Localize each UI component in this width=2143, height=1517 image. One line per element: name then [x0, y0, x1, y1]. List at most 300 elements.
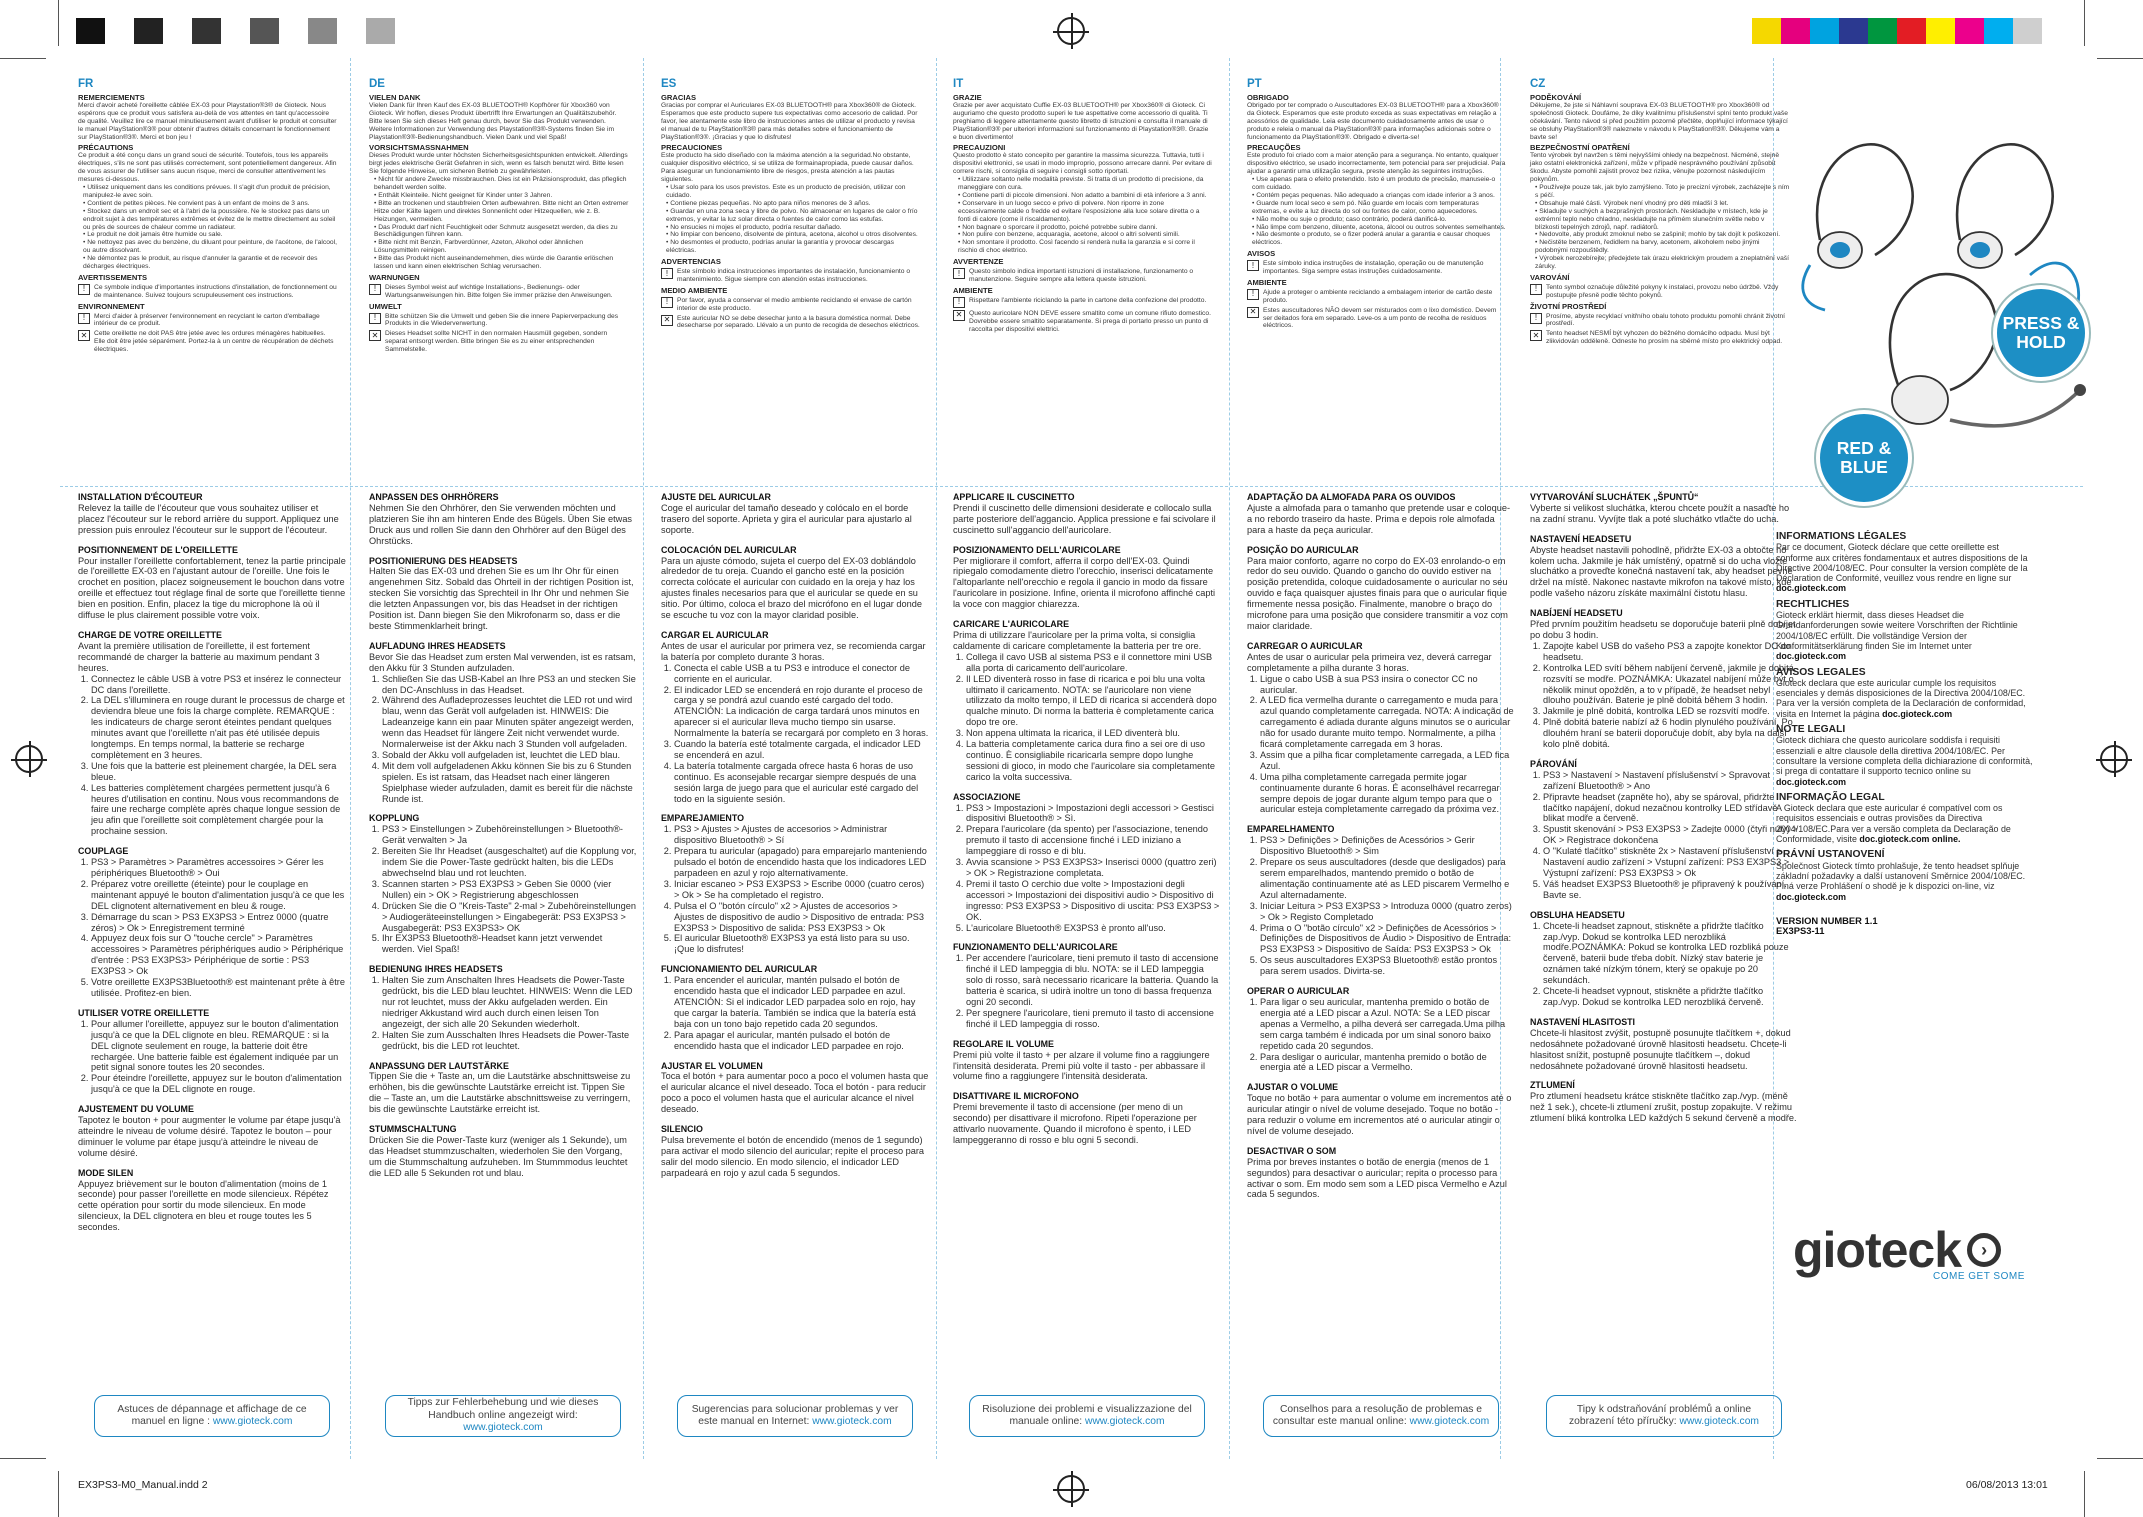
icon-note — [1247, 260, 1507, 276]
icon-note-text: Ajude a proteger o ambiente reciclando a embalagem interior de cartão deste produto. — [1263, 288, 1493, 304]
footer-file: EX3PS3-M0_Manual.indd 2 — [78, 1479, 208, 1491]
numbered-item: 4. Prima o O "botão círculo" x2 > Definições de Acessórios > Definições de Dispositivos de Áudio > Dispositivo de Entrada: PS3 EX3PS3 > Dispositivo de Saída: PS3 EX3PS3 > Ok — [1260, 923, 1515, 956]
section-text: Děkujeme, že jste si Náhlavní souprava EX-03 BLUETOOTH® pro Xbox360® od společnosti Gioteck. Doufáme, že díky kvalitnímu příslušenství splní tento produkt vaše očekávání. Tento návod si před použitím pozorně přečtěte, doplňující informace týkající se obsluhy PlayStation®3® naleznete v návodu k PlayStation®3®. Děkujeme vám a bavte se! — [1530, 101, 1788, 141]
numbered-item: 1. Para encender el auricular, mantén pulsado el botón de encendido hasta que el indicador LED parpadee en azul. ATENCIÓN: Si el indicador LED parpadea solo en rojo, hay que cargar la batería. También se indica que la batería está baja con un tono bajo repetido cada 20 segundos. — [674, 975, 929, 1030]
section-heading: AMBIENTE — [1247, 277, 1287, 287]
bullet-item: • Obsahuje malé části. Výrobek není vhodný pro děti mladší 3 let. — [1535, 200, 1790, 208]
section-heading: VAROVÁNÍ — [1530, 272, 1570, 282]
warning-icon: ! — [369, 313, 381, 324]
section-heading: PRÉCAUTIONS — [78, 143, 134, 153]
numbered-list — [369, 975, 637, 1051]
top-column-es — [661, 78, 921, 330]
legal-link[interactable]: doc.gioteck.com — [1882, 708, 1953, 719]
numbered-item: 3. Non appena ultimata la ricarica, il LED diventerà blu. — [966, 728, 1221, 739]
troubleshooting-text: Conselhos para a resolução de problemas e consultar este manual online: — [1272, 1403, 1483, 1427]
numbered-item: 3. Jakmile je plně dobitá, kontrolka LED se rozsvítí modře. — [1543, 706, 1798, 717]
icon-note-text: Tento headset NESMÍ být vyhozen do běžného domácího odpadu. Musí být zlikvidován odděleně. Odneste ho prosím na sběrné místo pro elektrický odpad. — [1546, 330, 1783, 346]
section-heading: NABÍJENÍ HEADSETU — [1530, 608, 1623, 619]
section-text: Merci d'avoir acheté l'oreillette câblée EX-03 pour Playstation®3® de Gioteck. Nous espérons que ce produit vous satisfera au-delà de vos attentes en tant qu'accessoire de qualité. Veuillez lire ce manuel minutieusement avant d'utiliser le produit et consulter le manuel PlayStation®3® pour obtenir d'autres détails concernant le fonctionnement sur PlayStation®3®. Merci et bon jeu ! — [78, 101, 337, 141]
section-text: Prima por breves instantes o botão de energia (menos de 1 segundos) para desactivar o auricular; repita o processo para activar o som. Em modo sem som a LED pisca Vermelho e Azul cada 5 segundos. — [1247, 1156, 1507, 1200]
section-heading: OBRIGADO — [1247, 93, 1289, 102]
language-heading: IT — [953, 78, 964, 90]
bullet-item: • Enthält Kleinteile. Nicht geeignet für Kinder unter 3 Jahren. — [374, 192, 629, 200]
warning-icon: ! — [1247, 260, 1259, 271]
section-heading: POSIZIONAMENTO DELL'AURICOLARE — [953, 544, 1121, 555]
icon-note-text: Prosíme, abyste recyklací vnitřního obalu tohoto produktu pomohli chránit životní prostředí. — [1546, 312, 1786, 328]
numbered-item: 3. Démarrage du scan > PS3 EX3PS3 > Entrez 0000 (quatre zéros) > Ok > Enregistrement terminé — [91, 912, 346, 934]
legal-section — [1776, 532, 2036, 936]
section-heading: NASTAVENÍ HLASITOSTI — [1530, 1016, 1636, 1027]
section-heading: DESACTIVAR O SOM — [1247, 1145, 1337, 1156]
website-link[interactable]: www.gioteck.com — [212, 1416, 293, 1427]
numbered-item: 4. Drücken Sie die O "Kreis-Taste" 2-mal > Zubehöreinstellungen > Audiogeräteeinstellungen > Eingabegerät: PS3 EX3PS3 > Ausgabegerät: PS3 EX3PS3> OK — [382, 901, 637, 934]
numbered-item: 4. Mit dem voll aufgeladenen Akku können Sie bis zu 6 Stunden spielen. Es ist ratsam, das Headset nach einer längeren Spielphase wieder aufzuladen, damit es bereit für die nächste Runde ist. — [382, 761, 637, 805]
numbered-item: 2. Prepara l'auricolare (da spento) per l'associazione, tenendo premuto il tasto di accensione finché i LED iniziano a lampeggiare di rosso e di blu. — [966, 824, 1221, 857]
section-heading: AUFLADUNG IHRES HEADSETS — [369, 640, 506, 651]
troubleshooting-content — [1555, 1404, 1773, 1429]
section-heading: COUPLAGE — [78, 846, 129, 857]
bullet-item: • Conservare in un luogo secco e privo di polvere. Non riporre in zone eccessivamente calde o fredde ed evitare l'esposizione alla luce solare diretta o a fonti di calore (come il riscaldamento). — [958, 200, 1213, 224]
icon-note — [1530, 284, 1790, 300]
numbered-item: 2. Préparez votre oreillette (éteinte) pour le couplage en maintenant appuyé le bouton d'alimentation jusqu'à ce que les DEL clignotent alternativement en bleu & rouge. — [91, 879, 346, 912]
section-text: Para maior conforto, agarre no corpo do EX-03 enrolando-o em redor do seu ouvido. Quando o gancho do ouvido estiver na posição pretendida, coloque cuidadosamente o auricular no seu ouvido e faça quaisquer ajustes finais para que o auricular fique firmemente nessa posição. Finalmente, manobre o braço do microfone para uma posição que considere transmitir a voz com maior claridade. — [1247, 555, 1508, 631]
legal-link[interactable]: doc.gioteck.com — [1776, 891, 1847, 902]
bullet-item: • Contiene parti di piccole dimensioni. Non adatto a bambini di età inferiore a 3 anni. — [958, 192, 1213, 200]
numbered-item: 1. PS3 > Ajustes > Ajustes de accesorios > Administrar dispositivo Bluetooth® > Sí — [674, 824, 929, 846]
numbered-list — [661, 663, 929, 805]
section-text: Prima di utilizzare l'auricolare per la prima volta, si consiglia caldamente di caricare completamente la batteria per tre ore. — [953, 629, 1202, 651]
bullet-item: • Ne démontez pas le produit, au risque d'annuler la garantie et de recevoir des décharges électriques. — [83, 255, 338, 271]
color-bar-right — [1752, 18, 2042, 44]
section-heading: CHARGE DE VOTRE OREILLETTE — [78, 629, 222, 640]
numbered-item: 2. Kontrolka LED svítí během nabíjení červeně, jakmile je dobitá, rozsvítí se modře. POZNÁMKA: Ukazatel nabíjení může být o několik minut opožděn, a to v případě, že headset nebyl dlouho používán. Baterie je plně dobitá během 3 hodin. — [1543, 663, 1798, 707]
legal-heading: NOTE LEGALI — [1776, 724, 1846, 736]
icon-note-text: Este símbolo indica instruções de instalação, operação ou de manutenção importantes. Siga sempre estas instruções cuidadosamente. — [1263, 260, 1484, 276]
bin-icon: ✕ — [1247, 307, 1259, 318]
legal-link[interactable]: doc.gioteck.com — [1776, 583, 1847, 594]
section-text: Pro ztlumení headsetu krátce stiskněte tlačítko zap./vyp. (méně než 1 sek.), chcete-li ztlumení zrušit, postup zopakujte. V režimu ztlumení bliká kontrolka LED každých 5 sekund červeně a modře. — [1530, 1091, 1797, 1124]
section-text: Avant la première utilisation de l'oreillette, il est fortement recommandé de charger la batterie au maximum pendant 3 heures. — [78, 640, 320, 673]
numbered-item: 3. Scannen starten > PS3 EX3PS3 > Geben Sie 0000 (vier Nullen) ein > OK > Registrierung abgeschlossen — [382, 879, 637, 901]
icon-note — [369, 330, 629, 354]
section-heading: ADVERTENCIAS — [661, 257, 721, 267]
top-column-it — [953, 78, 1213, 333]
numbered-item: 1. Collega il cavo USB al sistema PS3 e il connettore mini USB alla porta di caricamento dell'auricolare. — [966, 652, 1221, 674]
section-text: Toque no botão + para aumentar o volume em incrementos até o auricular atingir o nível de volume desejado. Toque no botão - para reduzir o volume em incrementos até o auricular atingir o nível de volume desejado. — [1247, 1093, 1512, 1136]
top-column-pt — [1247, 78, 1507, 330]
numbered-item: 2. Para apagar el auricular, mantén pulsado el botón de encendido hasta que el indicador LED parpadee en rojo. — [674, 1030, 929, 1052]
section-heading: GRACIAS — [661, 93, 697, 102]
section-text: Nehmen Sie den Ohrhörer, den Sie verwenden möchten und platzieren Sie ihn am hinteren Ende des Bügels. Üben Sie etwas Druck aus und rollen Sie dann den Ohrhörer auf den Bügel des Ohrstücks. — [369, 502, 633, 546]
warning-icon: ! — [1530, 313, 1542, 324]
bin-icon: ✕ — [953, 310, 965, 321]
troubleshooting-text: Tipps zur Fehlerbehebung und wie dieses Handbuch online angezeigt wird: — [407, 1397, 599, 1421]
numbered-item: 2. Prepare os seus auscultadores (desde que desligados) para serem emparelhados, mantendo premido o botão de alimentação continuamente até as LED piscarem Vermelho e Azul alternadamente. — [1260, 857, 1515, 901]
section-text: Ce produit a été conçu dans un grand souci de sécurité. Toutefois, tous les appareils électriques, s'ils ne sont pas utilisés correctement, sont potentiellement dangereux. Afin de vous assurer de l'utiliser sans aucun risque, merci de consulter attentivement les mesures ci-dessous. — [78, 152, 337, 184]
troubleshooting-box — [94, 1395, 330, 1437]
numbered-item: 3. Une fois que la batterie est pleinement chargée, la DEL sera bleue. — [91, 761, 346, 783]
numbered-item: 3. Sobald der Akku voll aufgeladen ist, leuchtet die LED blau. — [382, 750, 637, 761]
crop-mark — [58, 1471, 59, 1517]
troubleshooting-text: Risoluzione dei problemi e visualizzazione del manuale online: — [982, 1403, 1192, 1427]
bullet-list — [369, 176, 629, 271]
numbered-item: 4. Les batteries complètement chargées permettent jusqu'à 6 heures d'utilisation en continu. Nous vous recommandons de faire une recharge complète après chaque longue session de jeu afin que l'oreillette soit complètement chargée pour la prochaine session. — [91, 783, 346, 838]
legal-text — [1776, 610, 2036, 661]
section-text: Antes de usar el auricular por primera vez, se recomienda cargar la batería por completo durante 3 horas. — [661, 640, 926, 662]
section-heading: VIELEN DANK — [369, 93, 421, 102]
section-heading: FUNZIONAMENTO DELL'AURICOLARE — [953, 942, 1118, 953]
troubleshooting-content — [686, 1404, 904, 1429]
section-heading: BEDIENUNG IHRES HEADSETS — [369, 964, 503, 975]
section-text: Pour installer l'oreillette confortablement, tenez la partie principale de l'oreillette EX-03 en l'ajustant autour de l'oreille. Une fois le crochet en position, placez soigneusement le bouchon dans votre oreille et effectuez tout réglage final de sorte que l'oreillette tienne bien en position. Enfin, placez la tige du microphone là où il diffuse le plus clairement possible votre voix. — [78, 555, 346, 621]
section-heading: STUMMSCHALTUNG — [369, 1124, 457, 1135]
icon-note-text: Este auricular NO se debe desechar junto a la basura doméstica normal. Debe desecharse por separado. Llévalo a un punto de recogida de desechos eléctricos. — [677, 314, 920, 330]
numbered-item: 3. Assim que a pilha ficar completamente carregada, a LED fica Azul. — [1260, 750, 1515, 772]
numbered-item: 5. L'auricolare Bluetooth® EX3PS3 è pronto all'uso. — [966, 923, 1221, 934]
section-heading: COLOCACIÓN DEL AURICULAR — [661, 544, 797, 555]
icon-note — [1530, 330, 1790, 346]
icon-note-text: Dieses Symbol weist auf wichtige Installations-, Bedienungs- oder Wartungsanweisungen hin. Bitte folgen Sie immer präzise den Anweisungen. — [385, 283, 613, 299]
icon-note — [953, 268, 1213, 284]
numbered-list — [1247, 997, 1515, 1073]
section-heading: AVISOS — [1247, 249, 1276, 259]
section-heading: WARNUNGEN — [369, 272, 420, 282]
language-heading: FR — [78, 78, 94, 90]
section-heading: BEZPEČNOSTNÍ OPATŘENÍ — [1530, 143, 1630, 153]
section-heading: CARICARE L'AURICOLARE — [953, 619, 1070, 630]
website-link[interactable]: www.gioteck.com — [1409, 1416, 1490, 1427]
section-heading: POSITIONIERUNG DES HEADSETS — [369, 555, 518, 566]
warning-icon: ! — [953, 268, 965, 279]
instructions-column — [369, 492, 637, 1179]
bullet-item: • Não desmonte o produto, se o fizer poderá anular a garantia e causar choques eléctricos. — [1252, 231, 1507, 247]
troubleshooting-box — [1263, 1395, 1499, 1437]
section-text: Chcete-li hlasitost zvýšit, postupně posunujte tlačítkem +, dokud nedosáhnete požadované úrovně hlasitosti headsetu. Chcete-li hlasitost snížit, postupně posunujte tlačítkem –, dokud nedosáhnete požadované úrovně hlasitosti headsetu. — [1530, 1027, 1791, 1071]
section-text: Premi brevemente il tasto di accensione (per meno di un secondo) per disattivare il microfono. Ripeti l'operazione per attivarlo nuovamente. Quando il microfono è spento, i LED lampeggeranno di rosso e blu ogni 5 secondi. — [953, 1102, 1197, 1145]
troubleshooting-box — [1546, 1395, 1782, 1437]
section-heading: ADAPTAÇÃO DA ALMOFADA PARA OS OUVIDOS — [1247, 492, 1456, 502]
headset-svg — [1780, 90, 2110, 480]
bullet-item: • No desmontes el producto, podrías anular la garantía y provocar descargas eléctricas. — [666, 239, 921, 255]
section-text: Obrigado por ter comprado o Auscultadores EX-03 BLUETOOTH® para a Xbox360® da Gioteck. Esperamos que este produto exceda as suas expectativas em relação a acessórios de qualidade. Leia este documento cuidadosamente antes de usar o produto e releia o manual da PlayStation®3® para informações adicionais sobre o funcionamento da PlayStation®3®. Obrigado e diverta-se! — [1247, 101, 1499, 141]
numbered-list — [661, 975, 929, 1051]
numbered-item: 1. PS3 > Paramètres > Paramètres accessoires > Gérer les périphériques Bluetooth® > Oui — [91, 857, 346, 879]
section-heading: ZTLUMENÍ — [1530, 1080, 1575, 1091]
footer-date: 06/08/2013 13:01 — [1966, 1479, 2048, 1491]
section-text: Tento výrobek byl navržen s těmi nejvyššími ohledy na bezpečnost. Nicméně, stejně jako ostatní elektronická zařízení, může v případě nesprávného používání způsobit škodu. Abyste pomohli zajistit provoz bez rizika, věnujte pozornost následujícím pokynům. — [1530, 152, 1780, 184]
numbered-item: 5. Votre oreillette EX3PS3Bluetooth® est maintenant prête à être utilisée. Profitez-en bien. — [91, 977, 346, 999]
fold-line — [936, 58, 937, 1459]
language-heading: CZ — [1530, 78, 1546, 90]
instructions-column — [1247, 492, 1515, 1200]
icon-note-text: Estes auscultadores NÃO devem ser misturados com o lixo doméstico. Devem ser deitados fora em separado. Leve-os a um ponto de recolha de resíduos eléctricos. — [1263, 306, 1497, 330]
section-heading: POSITIONNEMENT DE L'OREILLETTE — [78, 544, 238, 555]
registration-mark-top — [1057, 17, 1085, 45]
section-heading: PODĚKOVÁNÍ — [1530, 93, 1582, 102]
section-text: Abyste headset nastavili pohodlně, přidržte EX-03 a obtočte ho kolem ucha. Jakmile je hák umístěný, opatrně si do ucha vložte sluchátko a proveďte konečná nastavení tak, aby headset pevně držel na místě. Nakonec nastavte mikrofon na takové místo, kde podle vašeho názoru získáte maximální čistotu hlasu. — [1530, 544, 1793, 599]
section-text: Questo prodotto è stato concepito per garantire la massima sicurezza. Tuttavia, tutti i dispositivi elettronici, se usati in modo improprio, possono arrecare danni. Per evitare di correre rischi, si consiglia di seguire i consigli sotto riportati. — [953, 152, 1212, 176]
icon-note-text: Questo auricolare NON DEVE essere smaltito come un comune rifiuto domestico. Dovrebbe essere smaltito separatamente. Si prega di portarlo presso un punto di raccolta per dispositivi elettrici. — [969, 309, 1211, 333]
bullet-item: • Skladujte v suchých a bezprašných prostorách. Neskladujte v místech, kde je extrémní teplo nebo chladno, neskladujte na přímém slunečním světle nebo v blízkosti tepelných zdrojů, např. radiátorů. — [1535, 208, 1790, 232]
bullet-item: • Das Produkt darf nicht Feuchtigkeit oder Schmutz ausgesetzt werden, da dies zu Beschädigungen führen kann. — [374, 224, 629, 240]
press-hold-badge: PRESS & HOLD — [1993, 285, 2089, 381]
warning-icon: ! — [661, 297, 673, 308]
bullet-item: • Používejte pouze tak, jak bylo zamýšleno. Toto je precizní výrobek, zacházejte s ním s péčí. — [1535, 184, 1790, 200]
bullet-item: • Non smontare il prodotto. Così facendo si renderà nulla la garanzia e si corre il rischio di choc elettrico. — [958, 239, 1213, 255]
icon-note — [1247, 307, 1507, 331]
legal-link[interactable]: doc.gioteck.com online. — [1859, 834, 1961, 845]
icon-note-text: Bitte schützen Sie die Umwelt und geben Sie die innere Papierverpackung des Produkts in die Wiederverwertung. — [385, 312, 619, 328]
numbered-item: 1. PS3 > Nastavení > Nastavení příslušenství > Spravovat zařízení Bluetooth® > Ano — [1543, 770, 1798, 792]
color-bar-left — [76, 18, 424, 44]
icon-note — [1530, 313, 1790, 329]
section-text: Per migliorare il comfort, afferra il corpo dell'EX-03. Quindi ripiegalo comodamente dietro l'orecchio, inserisci delicatamente l'altoparlante nell'orecchio e regola il gancio in modo da fissare l'auricolare in posizione. Infine, orienta il microfono affinché capti la voce con maggior chiarezza. — [953, 555, 1216, 610]
numbered-item: 4. O "Kulaté tlačítko" stiskněte 2x > Nastavení příslušenství > Nastavení audio zařízení > Vstupní zařízení: PS3 EX3PS3 > Výstupní zařízení: PS3 EX3PS3 > Ok — [1543, 846, 1798, 879]
numbered-item: 4. Uma pilha completamente carregada permite jogar continuamente durante 6 horas. É aconselhável recarregar sempre depois de jogar durante algum tempo para que o auricular esteja completamente carregado da próxima vez. — [1260, 772, 1515, 816]
numbered-item: 2. Halten Sie zum Ausschalten Ihres Headsets die Power-Taste gedrückt, bis die LED rot leuchtet. — [382, 1030, 637, 1052]
section-heading: PÁROVÁNÍ — [1530, 758, 1577, 769]
numbered-item: 2. Il LED diventerà rosso in fase di ricarica e poi blu una volta ultimato il caricamento. NOTA: se l'auricolare non viene utilizzato da molto tempo, il LED di ricarica si accenderà dopo qualche minuto. Di norma la batteria è completamente carica dopo tre ore. — [966, 674, 1221, 729]
legal-heading: INFORMAÇÃO LEGAL — [1776, 791, 1885, 803]
bullet-list — [1247, 176, 1507, 247]
legal-body: Gioteck declara que este auricular cumple los requisitos esenciales y demás disposiciones de la Directiva 2004/108/EC. Para ver la versión completa de la Declaración de conformidad, visita en Internet la página — [1776, 677, 2026, 719]
bullet-item: • Bitte an trockenen und staubfreien Orten aufbewahren. Bitte nicht an Orten extremer Hitze oder Kälte lagern und direktes Sonnenlicht oder Hitzequellen, wie z. B. Heizungen, vermeiden. — [374, 200, 629, 224]
numbered-list — [78, 674, 346, 838]
bullet-item: • Guardar en una zona seca y libre de polvo. No almacenar en lugares de calor o frío extremos, y evitar la luz solar directa o fuentes de calor como las estufas. — [666, 208, 921, 224]
icon-note-text: Este símbolo indica instrucciones importantes de instalación, funcionamiento o mantenimiento. Sigue siempre con atención estas instrucciones. — [677, 268, 911, 283]
section-text: Dieses Produkt wurde unter höchsten Sicherheitsgesichtspunkten entwickelt. Allerdings birgt jedes elektrische Gerät Gefahren in sich, wenn es falsch benutzt wird. Bitte lesen Sie folgende Hinweise, um sicheren Betrieb zu gewährleisten. — [369, 152, 628, 176]
numbered-item: 2. La DEL s'illuminera en rouge durant le processus de charge et deviendra bleue une fois la charge complète. REMARQUE : les indicateurs de charge seront éteintes pendant quelques minutes avant que l'oreillette n'ait pas été utilisée depuis longtemps. En temps normal, la batterie se recharge complètement en 3 heures. — [91, 695, 346, 760]
website-link[interactable]: www.gioteck.com — [463, 1422, 543, 1434]
icon-note — [661, 315, 921, 331]
numbered-item: 1. Conecta el cable USB a tu PS3 e introduce el conector de corriente en el auricular. — [674, 663, 929, 685]
registration-mark-right — [2100, 745, 2128, 773]
section-heading: ŽIVOTNÍ PROSTŘEDÍ — [1530, 301, 1607, 311]
legal-link[interactable]: doc.gioteck.com — [1776, 651, 1847, 662]
bullet-list — [78, 184, 338, 271]
numbered-item: 1. Chcete-li headset zapnout, stiskněte a přidržte tlačítko zap./vyp. Dokud se kontrolka LED nerozbliká modře.POZNÁMKA: Pokud se kontrolka LED rozbliká pouze červeně, baterii bude třeba dobít. Nízký stav baterie je oznámen také nízkým tónem, který se opakuje po 20 sekundách. — [1543, 921, 1798, 986]
troubleshooting-box — [677, 1395, 913, 1437]
section-heading: ASSOCIAZIONE — [953, 791, 1021, 802]
legal-text — [1776, 861, 2036, 902]
section-heading: FUNCIONAMIENTO DEL AURICULAR — [661, 964, 818, 975]
website-link[interactable]: www.gioteck.com — [812, 1416, 892, 1427]
warning-icon: ! — [78, 313, 90, 324]
numbered-list — [661, 824, 929, 955]
bullet-item: • Contém peças pequenas. Não adequado a crianças com idade inferior a 3 anos. — [1252, 192, 1507, 200]
registration-mark-left — [15, 745, 43, 773]
logo-mark-icon: › — [1967, 1233, 2001, 1267]
numbered-item: 2. Bereiten Sie Ihr Headset (ausgeschaltet) auf die Kopplung vor, indem Sie die Power-Taste gedrückt halten, bis die LEDs abwechselnd blau und rot leuchten. — [382, 846, 637, 879]
section-heading: INSTALLATION D'ÉCOUTEUR — [78, 492, 203, 502]
numbered-item: 2. A LED fica vermelha durante o carregamento e muda para azul quando completamente carregada. NOTA: A indicação de carregamento é adiada durante alguns minutos se o auricular não for usado durante muito tempo. Normalmente, a pilha ficará completamente carregada em 3 horas. — [1260, 695, 1515, 750]
red-blue-badge: RED & BLUE — [1816, 410, 1912, 506]
instructions-column — [78, 492, 346, 1233]
numbered-item: 3. Avvia scansione > PS3 EX3PS3> Inserisci 0000 (quattro zeri) > OK > Registrazione completata. — [966, 857, 1221, 879]
numbered-item: 3. Spustit skenování > PS3 EX3PS3 > Zadejte 0000 (čtyři nuly) > OK > Registrace dokončena — [1543, 824, 1798, 846]
section-text: Premi più volte il tasto + per alzare il volume fino a raggiungere l'intensità desiderata. Premi più volte il tasto - per abbassare il volume fino a raggiungere l'intensità desiderata. — [953, 1049, 1210, 1082]
bullet-list — [1530, 184, 1790, 271]
numbered-item: 1. Halten Sie zum Anschalten Ihres Headsets die Power-Taste gedrückt, bis die LED blau leuchtet. HINWEIS: Wenn die LED nur rot leuchtet, muss der Akku aufgeladen werden. Ein niedriger Akkustand wird auch durch einen leisen Ton angezeigt, der sich alle 20 Sekunden wiederholt. — [382, 975, 637, 1030]
section-text: Appuyez brièvement sur le bouton d'alimentation (moins de 1 seconde) pour passer l'oreillette en mode silencieux. Répétez cette opération pour sortir du mode silencieux. En mode silencieux, la DEL clignotera en bleu et rouge toutes les 5 secondes. — [78, 1178, 329, 1233]
warning-icon: ! — [78, 284, 90, 295]
legal-body: A Gioteck declara que este auricular é compatível com os requisitos essenciais e outras provisões da Directiva 2004/108/EC.Para ver a versão completa da Declaração de Conformidade, visite — [1776, 803, 2011, 845]
crop-mark — [2097, 1458, 2143, 1459]
icon-note — [78, 330, 338, 354]
website-link[interactable]: www.gioteck.com — [1085, 1416, 1165, 1427]
section-heading: UTILISER VOTRE OREILLETTE — [78, 1007, 210, 1018]
numbered-list — [78, 1019, 346, 1095]
headset-illustrations — [1780, 90, 2110, 480]
section-heading: DISATTIVARE IL MICROFONO — [953, 1091, 1079, 1102]
legal-text — [1776, 803, 2036, 844]
bullet-item: • Usar solo para los usos previstos. Este es un producto de precisión, utilizar con cuidado. — [666, 184, 921, 200]
section-text: Bevor Sie das Headset zum ersten Mal verwenden, ist es ratsam, den Akku für 3 Stunden aufzuladen. — [369, 651, 636, 673]
numbered-item: 2. El indicador LED se encenderá en rojo durante el proceso de carga y se pondrá azul cuando esté cargado del todo. ATENCIÓN: La indicación de carga tardará unos minutos en aparecer si el auricular lleva mucho tiempo sin usarse. Normalmente la batería se recargará por completo en 3 horas. — [674, 685, 929, 740]
section-heading: CARGAR EL AURICULAR — [661, 629, 769, 640]
numbered-item: 5. Váš headset EX3PS3 Bluetooth® je připravený k používání. Bavte se. — [1543, 879, 1798, 901]
section-heading: AVERTISSEMENTS — [78, 272, 148, 282]
crop-mark — [2084, 0, 2085, 46]
website-link[interactable]: www.gioteck.com — [1679, 1416, 1760, 1427]
section-heading: OPERAR O AURICULAR — [1247, 986, 1350, 997]
warning-icon: ! — [1247, 289, 1259, 300]
icon-note-text: Questo simbolo indica importanti istruzioni di installazione, funzionamento o manutenzione. Seguire sempre alla lettera queste istruzioni. — [969, 268, 1194, 283]
section-text: Antes de usar o auricular pela primeira vez, deverá carregar completamente a pilha durante 3 horas. — [1247, 651, 1492, 673]
icon-note — [78, 313, 338, 329]
section-heading: APPLICARE IL CUSCINETTO — [953, 492, 1075, 502]
section-text: Relevez la taille de l'écouteur que vous souhaitez utiliser et placez l'écouteur sur le rebord arrière du support. Appliquez une pression puis enroulez l'écouteur sur le support de l'écouteur. — [78, 502, 339, 535]
numbered-list — [369, 824, 637, 955]
numbered-item: 4. Premi il tasto O cerchio due volte > Impostazioni degli accessori > Impostazioni dei dispositivi audio > Dispositivo di ingresso: PS3 EX3PS3 > Dispositivo di uscita: PS3 EX3PS3 > OK. — [966, 879, 1221, 923]
troubleshooting-text: Tipy k odstraňování problémů a online zobrazení této příručky: — [1568, 1403, 1752, 1427]
section-heading: ANPASSUNG DER LAUTSTÄRKE — [369, 1060, 509, 1071]
warning-icon: ! — [369, 284, 381, 295]
numbered-item: 3. Iniciar escaneo > PS3 EX3PS3 > Escribe 0000 (cuatro ceros) > Ok > Se ha completado el registro. — [674, 879, 929, 901]
numbered-item: 4. Plně dobitá baterie nabízí až 6 hodin plynulého používání. Po dlouhém hraní se baterii doporučuje dobít, aby byla na další kolo plně dobitá. — [1543, 717, 1798, 750]
language-heading: PT — [1247, 78, 1262, 90]
numbered-item: 1. Zapojte kabel USB do vašeho PS3 a zapojte konektor DC do headsetu. — [1543, 641, 1798, 663]
numbered-list — [953, 803, 1221, 934]
section-heading: PRECAUÇÕES — [1247, 143, 1301, 153]
bullet-item: • Contiene piezas pequeñas. No apto para niños menores de 3 años. — [666, 200, 921, 208]
numbered-item: 1. Per accendere l'auricolare, tieni premuto il tasto di accensione finché il LED lampeggia di blu. NOTA: se il LED lampeggia solo di rosso, sarà necessario ricaricare la batteria. Quando la batteria è scarica, si udirà inoltre un tono di bassa frequenza ogni 20 secondi. — [966, 953, 1221, 1008]
bullet-list — [661, 184, 921, 255]
registration-mark-bottom — [1057, 1475, 1085, 1503]
section-text: Vielen Dank für Ihren Kauf des EX-03 BLUETOOTH® Kopfhörer für Xbox360 von Gioteck. Wir hoffen, dieses Produkt übertrifft Ihre Erwartungen an Qualitätszubehör. Bitte lesen Sie sich dieses Heft genau durch, bevor Sie das Produkt verwenden. Weitere Informationen zur Verwendung des Playstation®3®-Systems finden Sie im Playstation®3®-Bedienungshandbuch. Vielen Dank und viel Spaß! — [369, 101, 617, 141]
instructions-column — [953, 492, 1221, 1146]
bullet-item: • Nečistěte benzenem, ředidlem na barvy, acetonem, alkoholem nebo jinými podobnými rozpouštědly. — [1535, 239, 1790, 255]
numbered-item: 2. Připravte headset (zapněte ho), aby se spároval, přidržte tlačítko napájení, dokud nezačnou kontrolky LED střídavě blikat modře a červeně. — [1543, 792, 1798, 825]
numbered-item: 1. Schließen Sie das USB-Kabel an Ihre PS3 an und stecken Sie den DC-Anschluss in das Headset. — [382, 674, 637, 696]
numbered-item: 3. Cuando la batería esté totalmente cargada, el indicador LED se encenderá en azul. — [674, 739, 929, 761]
legal-heading: AVISOS LEGALES — [1776, 666, 1866, 678]
section-text: Coge el auricular del tamaño deseado y colócalo en el borde trasero del soporte. Aprieta y gira el auricular para ajustarlo al soporte. — [661, 502, 912, 535]
bullet-item: • Bitte das Produkt nicht auseinandernehmen, dies würde die Garantie erlöschen lassen und kann einen elektrischen Schlag verursachen. — [374, 255, 629, 271]
legal-heading: RECHTLICHES — [1776, 598, 1850, 610]
icon-note-text: Dieses Headset sollte NICHT in den normalen Hausmüll gegeben, sondern separat entsorgt werden. Bitte bringen Sie es zu einer entsprechenden Sammelstelle. — [385, 330, 608, 354]
bullet-list — [953, 176, 1213, 255]
instructions-column — [1530, 492, 1798, 1124]
icon-note-text: Rispettare l'ambiente riciclando la parte in cartone della confezione del prodotto. — [969, 296, 1207, 304]
troubleshooting-content — [978, 1404, 1196, 1429]
fold-line — [1229, 58, 1230, 1459]
section-text: Vyberte si velikost sluchátka, kterou chcete použít a nasaďte ho na zadní stranu. Vyvíjte tlak a poté sluchátko vtlačte do ucha. — [1530, 502, 1790, 524]
section-heading: VYTVAROVÁNÍ SLUCHÁTEK „ŠPUNTŮ“ — [1530, 492, 1699, 502]
numbered-item: 1. PS3 > Impostazioni > Impostazioni degli accessori > Gestisci dispositivi Bluetooth® > Sì. — [966, 803, 1221, 825]
section-text: Drücken Sie die Power-Taste kurz (weniger als 1 Sekunde), um das Headset stummzuschalten, wiederholen Sie den Vorgang, um die Stummschaltung aufzuheben. Im Stummmodus leuchtet die LED alle 5 Sekunden rot und blau. — [369, 1134, 628, 1178]
icon-note-text: Tento symbol označuje důležité pokyny k instalaci, provozu nebo údržbě. Vždy postupujte přesně podle těchto pokynů. — [1546, 283, 1779, 299]
icon-note — [953, 297, 1213, 308]
bullet-item: • Non bagnare o sporcare il prodotto, poiché potrebbe subire danni. — [958, 224, 1213, 232]
icon-note — [369, 313, 629, 329]
bullet-item: • Utilizzare soltanto nelle modalità previste. Si tratta di un prodotto di precisione, da maneggiare con cura. — [958, 176, 1213, 192]
gioteck-logo — [1793, 1222, 2063, 1285]
crop-mark — [2084, 1471, 2085, 1517]
numbered-item: 4. Appuyez deux fois sur O "touche cercle" > Paramètres accessoires > Paramètres périphériques audio > Périphérique d'entrée : PS3 EX3PS3> Périphérique de sortie : PS3 EX3PS3 > Ok — [91, 933, 346, 977]
section-heading: REGOLARE IL VOLUME — [953, 1038, 1054, 1049]
section-text: Halten Sie das EX-03 und drehen Sie es um Ihr Ohr für einen angenehmen Sitz. Sobald das Ohrteil in der richtigen Position ist, stecken Sie vorsichtig das Sprechteil in Ihr Ohr und nehmen Sie die letzten Anpassungen vor, bis das Headset in der richtigen Position ist. Dann biegen Sie den Mikrofonarm so, dass er die beste Stimmenklarheit bringt. — [369, 566, 634, 631]
crop-mark — [0, 1458, 46, 1459]
section-text: Tapotez le bouton + pour augmenter le volume par étape jusqu'à atteindre le niveau de volume désiré. Tapotez le bouton – pour diminuer le volume par étape jusqu'à atteindre le niveau de volume désiré. — [78, 1115, 341, 1158]
bullet-item: • Stockez dans un endroit sec et à l'abri de la poussière. Ne le stockez pas dans un endroit sujet à des températures extrêmes et évitez de le mettre directement au soleil ou près de sources de chaleur comme un radiateur. — [83, 208, 338, 232]
numbered-item: 3. Iniciar Leitura > PS3 EX3PS3 > Introduza 0000 (quatro zeros) > Ok > Registo Completado — [1260, 901, 1515, 923]
icon-note-text: Merci d'aider à préserver l'environnement en recyclant le carton d'emballage intérieur de ce produit. — [94, 312, 320, 328]
horizontal-fold-line — [60, 486, 2083, 487]
troubleshooting-text: Sugerencias para solucionar problemas y ver este manual en Internet: — [691, 1403, 899, 1427]
section-heading: AJUSTEMENT DU VOLUME — [78, 1104, 194, 1115]
bullet-item: • Utilisez uniquement dans les conditions prévues. Il s'agit d'un produit de précision, manipulez-le avec soin. — [83, 184, 338, 200]
icon-note — [1247, 289, 1507, 305]
section-heading: KOPPLUNG — [369, 813, 420, 824]
numbered-item: 1. Pour allumer l'oreillette, appuyez sur le bouton d'alimentation jusqu'à ce que la DEL clignote en bleu. REMARQUE : si la DEL clignote seulement en rouge, la batterie doit être rechargée. Une batterie faible est également indiquée par un petit signal sonore toutes les 20 secondes. — [91, 1019, 346, 1074]
bullet-item: • No limpiar con benceno, disolvente de pintura, acetona, alcohol u otros disolventes. — [666, 231, 921, 239]
numbered-list — [953, 953, 1221, 1029]
legal-link[interactable]: doc.gioteck.com — [1776, 776, 1847, 787]
bullet-item: • Contient de petites pièces. Ne convient pas à un enfant de moins de 3 ans. — [83, 200, 338, 208]
section-text: Ajuste a almofada para o tamanho que pretende usar e coloque-a no rebordo traseiro da haste. Prima e depois role almofada para a haste da peça auricular. — [1247, 502, 1511, 535]
legal-heading: PRÁVNÍ USTANOVENÍ — [1776, 849, 1885, 861]
section-heading: EMPAREJAMIENTO — [661, 813, 745, 824]
section-heading: AVVERTENZE — [953, 257, 1004, 267]
section-heading: AJUSTAR EL VOLUMEN — [661, 1060, 763, 1071]
warning-icon: ! — [953, 297, 965, 308]
troubleshooting-content — [394, 1397, 612, 1434]
legal-text — [1776, 678, 2036, 719]
section-text: Před prvním použitím headsetu se doporučuje baterii plně dobíjet po dobu 3 hodin. — [1530, 619, 1796, 640]
bullet-item: • Ne nettoyez pas avec du benzène, du diluant pour peinture, de l'acétone, de l'alcool, ou autre dissolvant. — [83, 239, 338, 255]
fold-line — [350, 58, 351, 1459]
section-text: Gracias por comprar el Auriculares EX-03 BLUETOOTH® para Xbox360® de Gioteck. Esperamos que este producto supere tus expectativas como accesorio de calidad. Por favor, lee atentamente este libro de instrucciones antes de utilizar el producto y revisa el manual de tu PlayStation®3® para más detalles sobre el funcionamiento de PlayStation®3®. ¡Gracias y que lo disfrutes! — [661, 101, 918, 141]
troubleshooting-box — [385, 1395, 621, 1437]
numbered-item: 2. Prepara tu auricular (apagado) para emparejarlo manteniendo pulsado el botón de encendido hasta que los indicadores LED parpadeen en azul y rojo alternativamente. — [674, 846, 929, 879]
bullet-item: • Nicht für andere Zwecke missbrauchen. Dies ist ein Präzisionsprodukt, das pfleglich behandelt werden sollte. — [374, 176, 629, 192]
numbered-item: 5. Os seus auscultadores EX3PS3 Bluetooth® estão prontos para serem usados. Divirta-se. — [1260, 955, 1515, 977]
section-heading: CARREGAR O AURICULAR — [1247, 640, 1363, 651]
instructions-column — [661, 492, 929, 1179]
bin-icon: ✕ — [1530, 330, 1542, 341]
section-heading: OBSLUHA HEADSETU — [1530, 909, 1625, 920]
legal-body: Gioteck dichiara che questo auricolare soddisfa i requisiti essenziali e altre clausole della direttiva 2004/108/EC. Per consultare la versione completa della dichiarazione di conformità, si prega di contattare il supporto tecnico online su — [1776, 735, 2033, 777]
section-heading: MODE SILEN — [78, 1167, 134, 1178]
bullet-item: • Use apenas para o efeito pretendido. Isto é um produto de precisão, manuseie-o com cuidado. — [1252, 176, 1507, 192]
bullet-item: • No ensucies ni mojes el producto, podría resultar dañado. — [666, 224, 921, 232]
icon-note — [661, 297, 921, 313]
bullet-item: • Le produit ne doit jamais être humide ou sale. — [83, 231, 338, 239]
section-text: Grazie per aver acquistato Cuffie EX-03 BLUETOOTH® per Xbox360® di Gioteck. Ci auguriamo che questo prodotto superi le tue aspettative come accessorio di qualità. Ti preghiamo di leggere attentamente questo libretto di istruzioni e consulta il manuale di PlayStation®3® per ulteriori informazioni sul funzionamento di Playstation®3®. Grazie e buon divertimento! — [953, 101, 1209, 141]
warning-icon: ! — [1530, 284, 1542, 295]
numbered-item: 4. La batteria completamente carica dura fino a sei ore di uso continuo. È consigliabile ricaricarla sempre dopo lunghe sessioni di gioco, in modo che l'auricolare sia completamente carico la volta successiva. — [966, 739, 1221, 783]
